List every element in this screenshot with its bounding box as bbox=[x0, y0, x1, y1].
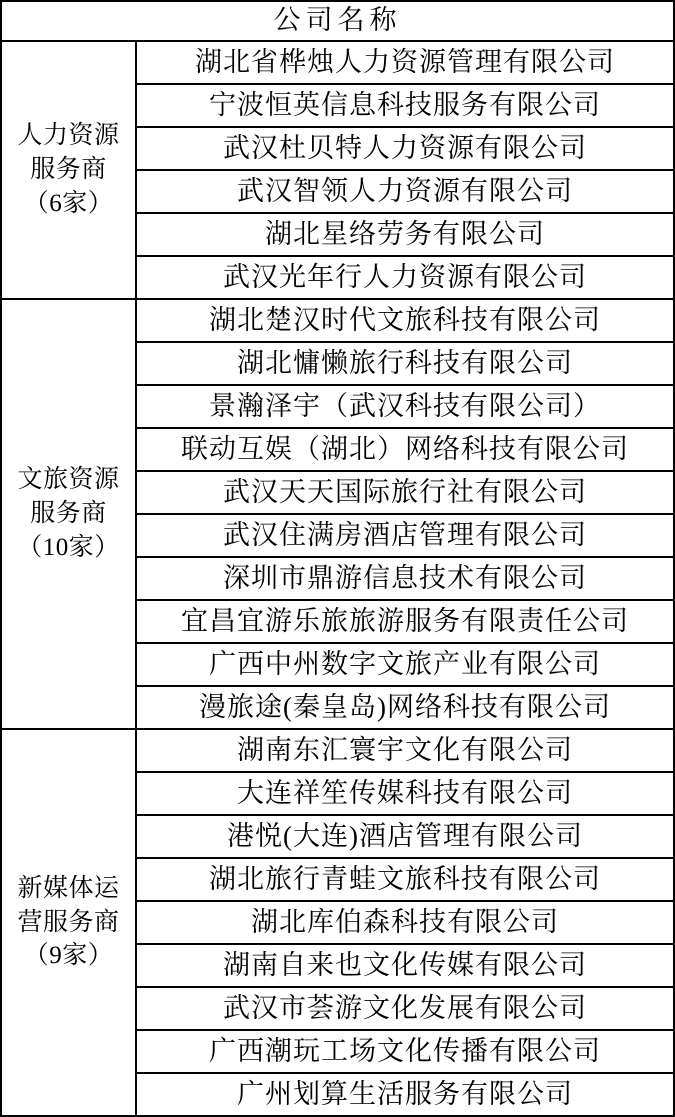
company-cell: 广州划算生活服务有限公司 bbox=[136, 1073, 674, 1116]
company-cell: 广西潮玩工场文化传播有限公司 bbox=[136, 1030, 674, 1073]
group-label-hr-providers bbox=[1, 41, 136, 299]
company-cell: 湖南东汇寰宇文化有限公司 bbox=[136, 729, 674, 772]
company-cell: 湖北库伯森科技有限公司 bbox=[136, 901, 674, 944]
group-label-line: 新媒体运 bbox=[17, 874, 120, 902]
company-cell: 景瀚泽宇（武汉科技有限公司） bbox=[136, 385, 674, 428]
group-label-line: 服务商 bbox=[30, 500, 107, 528]
group-label-line: （9家） bbox=[23, 942, 114, 970]
company-cell: 武汉光年行人力资源有限公司 bbox=[136, 256, 674, 299]
company-cell: 湖北省桦烛人力资源管理有限公司 bbox=[136, 41, 674, 84]
company-cell: 湖北楚汉时代文旅科技有限公司 bbox=[136, 299, 674, 342]
company-cell: 武汉天天国际旅行社有限公司 bbox=[136, 471, 674, 514]
company-cell: 宁波恒英信息科技服务有限公司 bbox=[136, 84, 674, 127]
company-cell: 深圳市鼎游信息技术有限公司 bbox=[136, 557, 674, 600]
company-cell: 武汉市荟游文化发展有限公司 bbox=[136, 987, 674, 1030]
table-row bbox=[1, 299, 674, 342]
group-label-line: 人力资源 bbox=[17, 122, 120, 150]
company-cell: 联动互娱（湖北）网络科技有限公司 bbox=[136, 428, 674, 471]
company-cell: 武汉杜贝特人力资源有限公司 bbox=[136, 127, 674, 170]
company-cell: 湖北旅行青蛙文旅科技有限公司 bbox=[136, 858, 674, 901]
company-cell: 湖北慵懒旅行科技有限公司 bbox=[136, 342, 674, 385]
table-row bbox=[1, 41, 674, 84]
company-cell: 宜昌宜游乐旅旅游服务有限责任公司 bbox=[136, 600, 674, 643]
company-cell: 港悦(大连)酒店管理有限公司 bbox=[136, 815, 674, 858]
company-cell: 大连祥笙传媒科技有限公司 bbox=[136, 772, 674, 815]
group-label-new-media-providers bbox=[1, 729, 136, 1116]
company-cell: 湖南自来也文化传媒有限公司 bbox=[136, 944, 674, 987]
group-label-line: （6家） bbox=[23, 189, 114, 217]
group-label-culture-tourism-providers bbox=[1, 299, 136, 729]
group-label-line: 服务商 bbox=[30, 156, 107, 184]
table-header: 公司名称 bbox=[1, 1, 674, 41]
company-cell: 湖北星络劳务有限公司 bbox=[136, 213, 674, 256]
table-row bbox=[1, 729, 674, 772]
group-label-line: 文旅资源 bbox=[17, 466, 120, 494]
company-cell: 武汉智领人力资源有限公司 bbox=[136, 170, 674, 213]
group-label-line: 营服务商 bbox=[17, 908, 120, 936]
company-cell: 漫旅途(秦皇岛)网络科技有限公司 bbox=[136, 686, 674, 729]
company-cell: 武汉住满房酒店管理有限公司 bbox=[136, 514, 674, 557]
group-label-line: （10家） bbox=[17, 533, 120, 561]
company-cell: 广西中州数字文旅产业有限公司 bbox=[136, 643, 674, 686]
table-header-row bbox=[1, 1, 674, 41]
